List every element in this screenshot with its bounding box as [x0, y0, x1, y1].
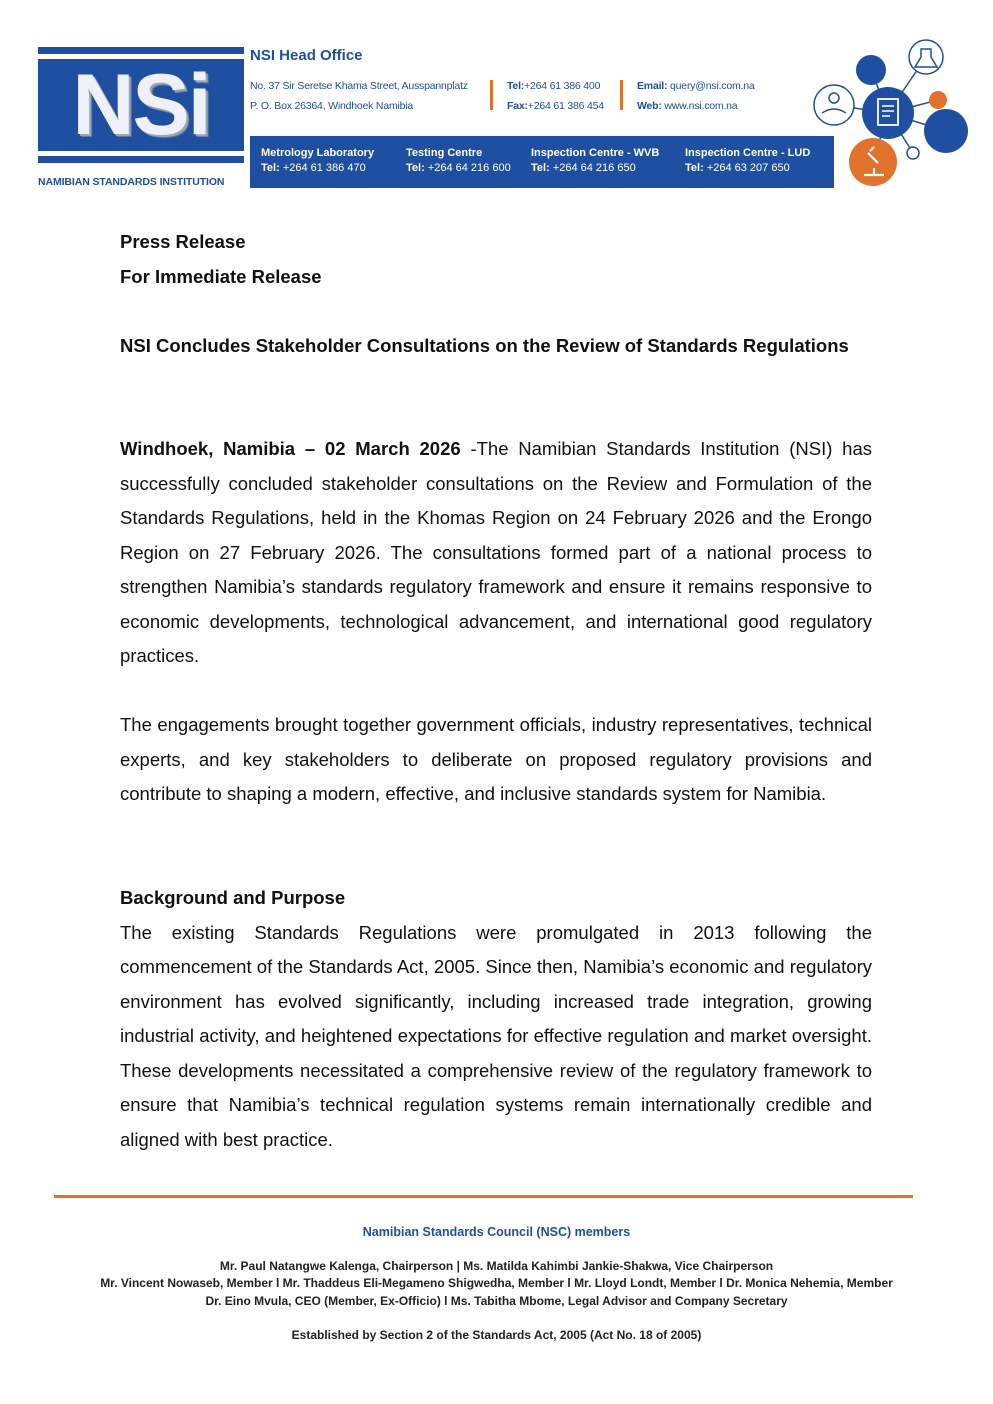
unit-contacts-strip: [250, 136, 834, 188]
background-section: [120, 881, 872, 1157]
nsi-logo: [38, 47, 244, 169]
unit-tel-label: Tel:: [531, 162, 550, 174]
email-link[interactable]: query@nsi.com.na: [670, 80, 755, 92]
release-title-block: [120, 329, 872, 364]
paragraph-3: The existing Standards Regulations were promulgated in 2013 following the commencement of the Standards Act, 2005. Since then, Namibia’s economic and regulatory environment has evolved significantly, including increased trade integration, growing industrial activity, and heightened expectations for effective regulation and market oversight. These developments necessitated a comprehensive review of the regulatory framework to ensure that Namibia’s technical regulation systems remain internationally credible and aligned with best practice.: [120, 921, 872, 1150]
unit-testing: [406, 147, 511, 174]
fax-label: Fax:: [507, 100, 528, 112]
web-link[interactable]: www.nsi.com.na: [664, 100, 738, 112]
address-line-1: No. 37 Sir Seretse Khama Street, Ausspannplatz: [250, 80, 468, 92]
unit-tel: +264 64 216 650: [552, 162, 636, 174]
unit-name: Inspection Centre - LUD: [685, 147, 811, 159]
unit-name: Inspection Centre - WVB: [531, 147, 660, 159]
fax-value: +264 61 386 454: [527, 100, 604, 112]
tel-label: Tel:: [507, 80, 525, 92]
web-label: Web:: [637, 100, 662, 112]
address-line-2: P. O. Box 26364, Windhoek Namibia: [250, 100, 414, 112]
unit-tel: +264 61 386 470: [282, 162, 366, 174]
microscope-icon: [849, 138, 897, 186]
section-heading: Background and Purpose: [120, 887, 346, 908]
council-members-line-1: Mr. Paul Natangwe Kalenga, Chairperson | Ms. Matilda Kahimbi Jankie-Shakwa, Vice Chairperson: [219, 1259, 774, 1273]
unit-tel: +264 64 216 600: [427, 162, 511, 174]
immediate-release-label: For Immediate Release: [120, 265, 322, 287]
paragraph-1-block: [120, 432, 872, 674]
logo-caption: NAMIBIAN STANDARDS INSTITUTION: [38, 176, 225, 188]
logo-bottom-bar: [38, 156, 244, 163]
unit-tel: +264 63 207 650: [706, 162, 790, 174]
council-members-line-3: Dr. Eino Mvula, CEO (Member, Ex-Officio) l Ms. Tabitha Mbome, Legal Advisor and Company Secretary: [205, 1294, 788, 1308]
unit-name: Testing Centre: [406, 147, 483, 159]
network-graphic: [806, 35, 976, 195]
tel-line: [507, 80, 600, 92]
flask-icon: [909, 40, 943, 74]
web-line: [637, 100, 737, 112]
separator-bar: [490, 80, 493, 110]
council-members-line-2: Mr. Vincent Nowaseb, Member l Mr. Thaddeus Eli-Megameno Shigwedha, Member l Mr. Lloyd Londt, Member l Dr. Monica Nehemia, Member: [100, 1276, 893, 1290]
logo-letters: NSi: [72, 57, 210, 153]
unit-metrology: [261, 147, 374, 174]
separator-bar: [620, 80, 623, 110]
hand-person-icon: [814, 85, 854, 125]
unit-name: Metrology Laboratory: [261, 147, 375, 159]
paragraph-2-block: [120, 708, 872, 812]
fax-line: [507, 100, 604, 112]
unit-tel-label: Tel:: [685, 162, 704, 174]
node-circle: [856, 55, 886, 85]
release-labels: [120, 225, 872, 294]
paragraph-1-text: -The Namibian Standards Institution (NSI) has successfully concluded stakeholder consultations on the Review and Formulation of the Standards Regulations, held in the Khomas Region on 24 February 2026 and the Erongo Region on 27 February 2026. The consultations formed part of a national process to strengthen Namibia’s standards regulatory framework and ensure it remains responsive to economic developments, technological advancement, and international good regulatory practices.: [120, 438, 872, 666]
footer-divider: [54, 1195, 913, 1198]
head-office-title: NSI Head Office: [250, 47, 363, 64]
paragraph-2: The engagements brought together government officials, industry representatives, technical experts, and key stakeholders to deliberate on proposed regulatory provisions and contribute to shaping a modern, effective, and inclusive standards system for Namibia.: [120, 714, 872, 804]
council-title: Namibian Standards Council (NSC) members: [362, 1225, 631, 1239]
release-title: NSI Concludes Stakeholder Consultations on the Review of Standards Regulations: [120, 335, 849, 356]
unit-tel-label: Tel:: [261, 162, 280, 174]
tel-value: +264 61 386 400: [524, 80, 601, 92]
node-circle: [924, 109, 968, 153]
unit-tel-label: Tel:: [406, 162, 425, 174]
email-label: Email:: [637, 80, 668, 92]
logo-field: [38, 59, 244, 151]
unit-inspection-lud: [685, 147, 810, 174]
established-statement: Established by Section 2 of the Standards Act, 2005 (Act No. 18 of 2005): [291, 1328, 702, 1342]
paragraph-1: [120, 432, 872, 674]
unit-inspection-wvb: [531, 147, 659, 174]
logo-top-bar: [38, 47, 244, 54]
dateline: Windhoek, Namibia – 02 March 2026: [120, 438, 461, 459]
certificate-icon: [862, 87, 914, 139]
node-circle: [907, 147, 919, 159]
email-line: [637, 80, 755, 92]
node-circle: [929, 91, 947, 109]
press-release-label: Press Release: [120, 231, 246, 252]
